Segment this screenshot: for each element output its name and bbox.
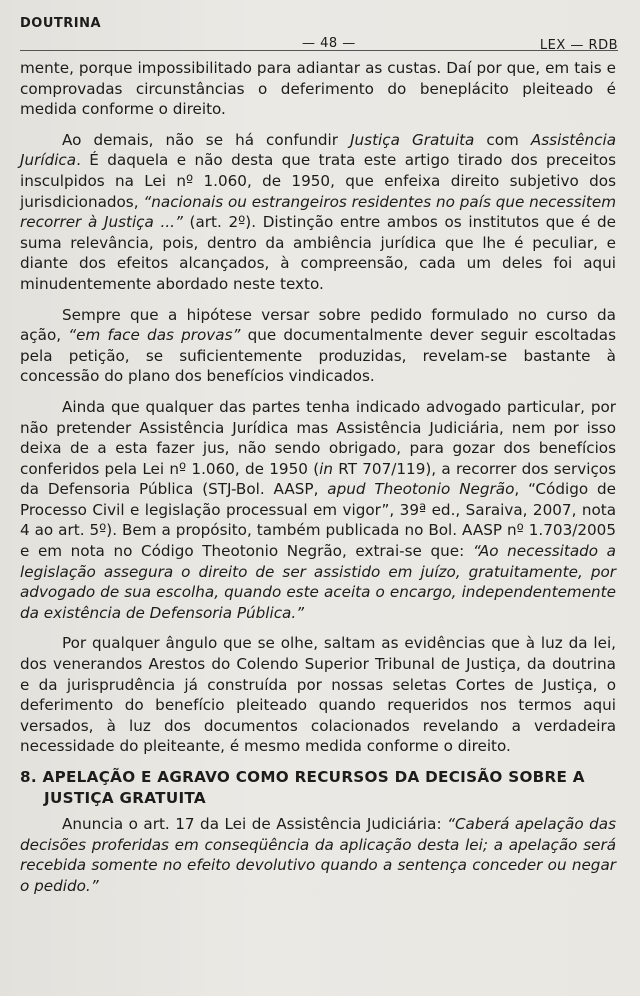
header-rule	[20, 50, 618, 51]
section-heading: 8. APELAÇÃO E AGRAVO COMO RECURSOS DA DECISÃO SOBRE A JUSTIÇA GRATUITA	[20, 768, 585, 807]
paragraph-1: mente, porque impossibilitado para adiantar as custas. Daí por que, em tais e comprovadas circunstâncias o deferimento do beneplácito pleiteado é medida conforme o direito.	[20, 59, 616, 119]
paragraph-5: Por qualquer ângulo que se olhe, saltam as evidências que à luz da lei, dos venerandos Arestos do Colendo Superior Tribunal de Justiça, da doutrina e da jurisprudência já construída por nossas seletas Cortes de Justiça, o deferimento do benefício pleiteado quando requeridos nos termos aqui versados, à luz dos documentos colacionados revelando a verdadeira necessidade do pleiteante, é mesmo medida conforme o direito.	[20, 634, 616, 756]
page-number: — 48 —	[302, 36, 356, 51]
paragraph-3: Sempre que a hipótese versar sobre pedido formulado no curso da ação, “em face das provas” que documentalmente dever seguir escoltadas pela petição, se suficientemente produzidas, revelam-se bastante à concessão do plano dos benefícios vindicados.	[20, 305, 616, 386]
journal-label: LEX — RDB	[539, 38, 618, 53]
paragraph-6: Anuncia o art. 17 da Lei de Assistência Judiciária: “Caberá apelação das decisões proferidas em conseqüência da aplicação desta lei; a apelação será recebida somente no efeito devolutivo quando a sentença conceder ou negar o pedido.”	[20, 815, 616, 895]
paragraph-4: Ainda que qualquer das partes tenha indicado advogado particular, por não pretender Assistência Jurídica mas Assistência Judiciária, nem por isso deixa de a esta fazer jus, não sendo obrigado, para gozar dos benefícios conferidos pela Lei nº 1.060, de 1950 (in RT 707/119), a recorrer dos serviços da Defensoria Pública (STJ-Bol. AASP, apud Theotonio Negrão, “Código de Processo Civil e legislação processual em vigor”, 39ª ed., Saraiva, 2007, nota 4 ao art. 5º). Bem a propósito, também publicada no Bol. AASP nº 1.703/2005 e em nota no Código Theotonio Negrão, extrai-se que: “Ao necessitado a legislação assegura o direito de ser assistido em juízo, gratuitamente, por advogado de sua escolha, quando este aceita o encargo, independentemente da existência de Defensoria Pública.”	[20, 397, 616, 622]
section-label: DOUTRINA	[20, 16, 102, 31]
page-header	[20, 10, 618, 53]
paragraph-2: Ao demais, não se há confundir Justiça Gratuita com Assistência Jurídica. É daquela e não desta que trata este artigo tirado dos preceitos insculpidos na Lei nº 1.060, de 1950, que enfeixa direito subjetivo dos jurisdicionados, “nacionais ou estrangeiros residentes no país que necessitem recorrer à Justiça ...” (art. 2º). Distinção entre ambos os institutos que é de suma relevância, pois, dentro da ambiência jurídica que lhe é peculiar, e diante dos efeitos alcançados, à compreensão, cada um deles foi aqui minudentemente abordado neste texto.	[20, 130, 617, 293]
article-body	[20, 58, 616, 907]
